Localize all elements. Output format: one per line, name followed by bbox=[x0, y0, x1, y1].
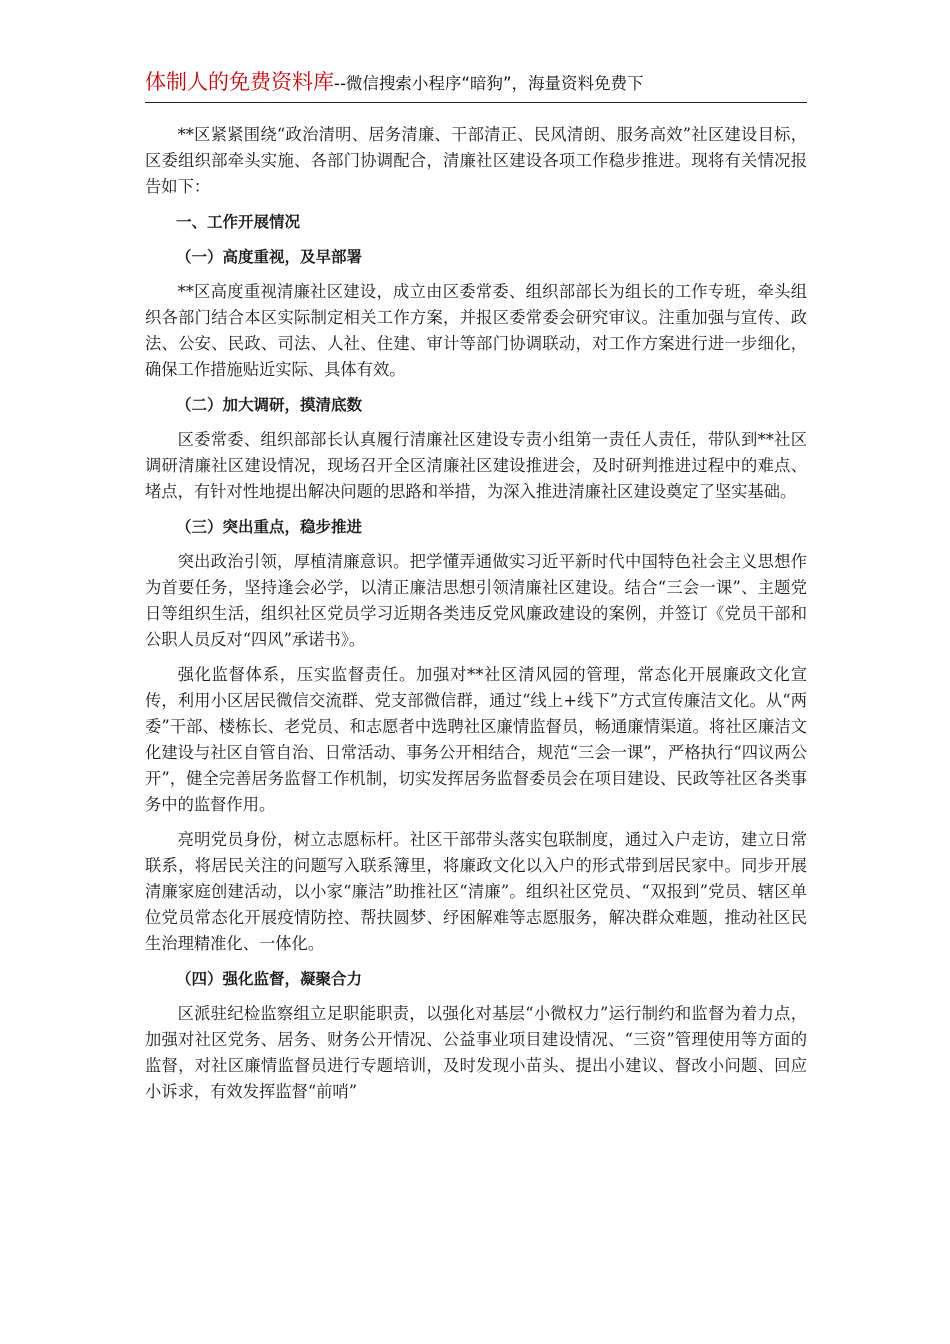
intro-paragraph: **区紧紧围绕“政治清明、居务清廉、干部清正、民风清朗、服务高效”社区建设目标，区委组织部牵头实施、各部门协调配合，清廉社区建设各项工作稳步推进。现将有关情况报告如下： bbox=[145, 125, 807, 196]
subsection-title-3: （三）突出重点，稳步推进 bbox=[176, 518, 363, 536]
subsection-3-paragraph-2: 强化监督体系，压实监督责任。加强对**社区清风园的管理，常态化开展廉政文化宣传，利用小区居民微信交流群、党支部微信群，通过“线上+线下”方式宣传廉洁文化。从“两委”干部、楼栋长、老党员、和志愿者中选聘社区廉情监督员，畅通廉情渠道。将社区廉洁文化建设与社区自管自治、日常活动、事务公开相结合，规范“三会一课”，严格执行“四议两公开”，健全完善居务监督工作机制，切实发挥居务监督委员会在项目建设、民政等社区各类事务中的监督作用。 bbox=[145, 665, 807, 814]
document-body bbox=[145, 122, 807, 1114]
subsection-4-paragraph: 区派驻纪检监察组立足职能职责，以强化对基层“小微权力”运行制约和监督为着力点，加强对社区党务、居务、财务公开情况、公益事业项目建设情况、“三资”管理使用等方面的监督，对社区廉情监督员进行专题培训，及时发现小苗头、提出小建议、督改小问题、回应小诉求，有效发挥监督“前哨” bbox=[145, 1004, 807, 1101]
subsection-3-paragraph-1: 突出政治引领，厚植清廉意识。把学懂弄通做实习近平新时代中国特色社会主义思想作为首要任务，坚持逢会必学，以清正廉洁思想引领清廉社区建设。结合“三会一课”、主题党日等组织生活，组织社区党员学习近期各类违反党风廉政建设的案例，并签订《党员干部和公职人员反对“四风”承诺书》。 bbox=[145, 552, 807, 649]
subsection-2-paragraph: 区委常委、组织部部长认真履行清廉社区建设专责小组第一责任人责任，带队到**社区调研清廉社区建设情况，现场召开全区清廉社区建设推进会，及时研判推进过程中的难点、堵点，有针对性地提出解决问题的思路和举措，为深入推进清廉社区建设奠定了坚实基础。 bbox=[145, 430, 807, 501]
subsection-title-1: （一）高度重视，及早部署 bbox=[176, 248, 363, 266]
subsection-1-paragraph: **区高度重视清廉社区建设，成立由区委常委、组织部部长为组长的工作专班，牵头组织各部门结合本区实际制定相关工作方案，并报区委常委会研究审议。注重加强与宣传、政法、公安、民政、司法、人社、住建、审计等部门协调联动，对工作方案进行进一步细化，确保工作措施贴近实际、具体有效。 bbox=[145, 282, 807, 379]
section-heading-1: 一、工作开展情况 bbox=[176, 213, 301, 231]
page-header bbox=[145, 66, 807, 103]
subsection-title-2: （二）加大调研，摸清底数 bbox=[176, 396, 363, 414]
subsection-title-4: （四）强化监督，凝聚合力 bbox=[176, 970, 363, 988]
header-brand: 体制人的免费资料库 bbox=[145, 70, 334, 94]
subsection-3-paragraph-3: 亮明党员身份，树立志愿标杆。社区干部带头落实包联制度，通过入户走访，建立日常联系，将居民关注的问题写入联系簿里，将廉政文化以入户的形式带到居民家中。同步开展清廉家庭创建活动，以小家“廉洁”助推社区“清廉”。组织社区党员、“双报到”党员、辖区单位党员常态化开展疫情防控、帮扶圆梦、纾困解难等志愿服务，解决群众难题，推动社区民生治理精准化、一体化。 bbox=[145, 830, 807, 953]
header-tagline: --微信搜索小程序“暗狗”，海量资料免费下 bbox=[334, 74, 644, 93]
